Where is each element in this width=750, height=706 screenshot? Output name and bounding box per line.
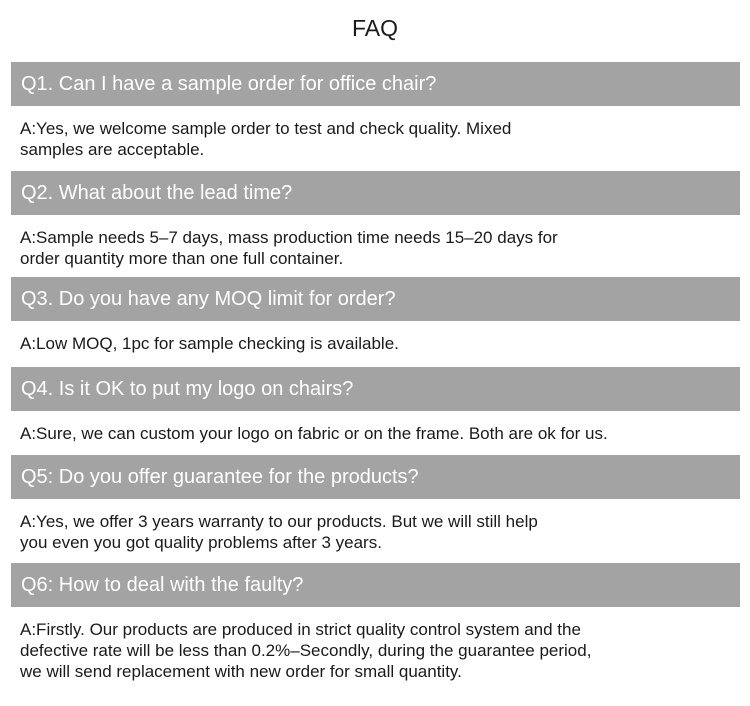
- faq-answer-line: A:Sample needs 5–7 days, mass production time needs 15–20 days for: [20, 228, 558, 247]
- faq-question-2: Q2. What about the lead time?: [11, 171, 740, 215]
- faq-answer-2: [20, 227, 720, 269]
- faq-answer-line: you even you got quality problems after 3 years.: [20, 533, 382, 552]
- faq-question-3: Q3. Do you have any MOQ limit for order?: [11, 277, 740, 321]
- faq-answer-line: defective rate will be less than 0.2%–Secondly, during the guarantee period,: [20, 641, 592, 660]
- faq-question-4: Q4. Is it OK to put my logo on chairs?: [11, 367, 740, 411]
- faq-answer-line: A:Sure, we can custom your logo on fabric or on the frame. Both are ok for us.: [20, 424, 608, 443]
- faq-answer-1: [20, 118, 720, 160]
- faq-question-1: Q1. Can I have a sample order for office chair?: [11, 62, 740, 106]
- faq-answer-line: A:Yes, we welcome sample order to test and check quality. Mixed: [20, 119, 512, 138]
- faq-answer-5: [20, 511, 720, 553]
- faq-answer-line: A:Yes, we offer 3 years warranty to our products. But we will still help: [20, 512, 538, 531]
- faq-answer-6: [20, 619, 720, 682]
- faq-answer-line: order quantity more than one full container.: [20, 249, 344, 268]
- faq-answer-3: [20, 333, 720, 354]
- faq-question-5: Q5: Do you offer guarantee for the products?: [11, 455, 740, 499]
- faq-answer-line: A:Firstly. Our products are produced in strict quality control system and the: [20, 620, 581, 639]
- page-title: FAQ: [351, 15, 398, 41]
- faq-answer-line: A:Low MOQ, 1pc for sample checking is available.: [20, 334, 399, 353]
- faq-answer-line: we will send replacement with new order for small quantity.: [20, 662, 462, 681]
- faq-question-6: Q6: How to deal with the faulty?: [11, 563, 740, 607]
- faq-answer-4: [20, 423, 720, 444]
- faq-answer-line: samples are acceptable.: [20, 140, 205, 159]
